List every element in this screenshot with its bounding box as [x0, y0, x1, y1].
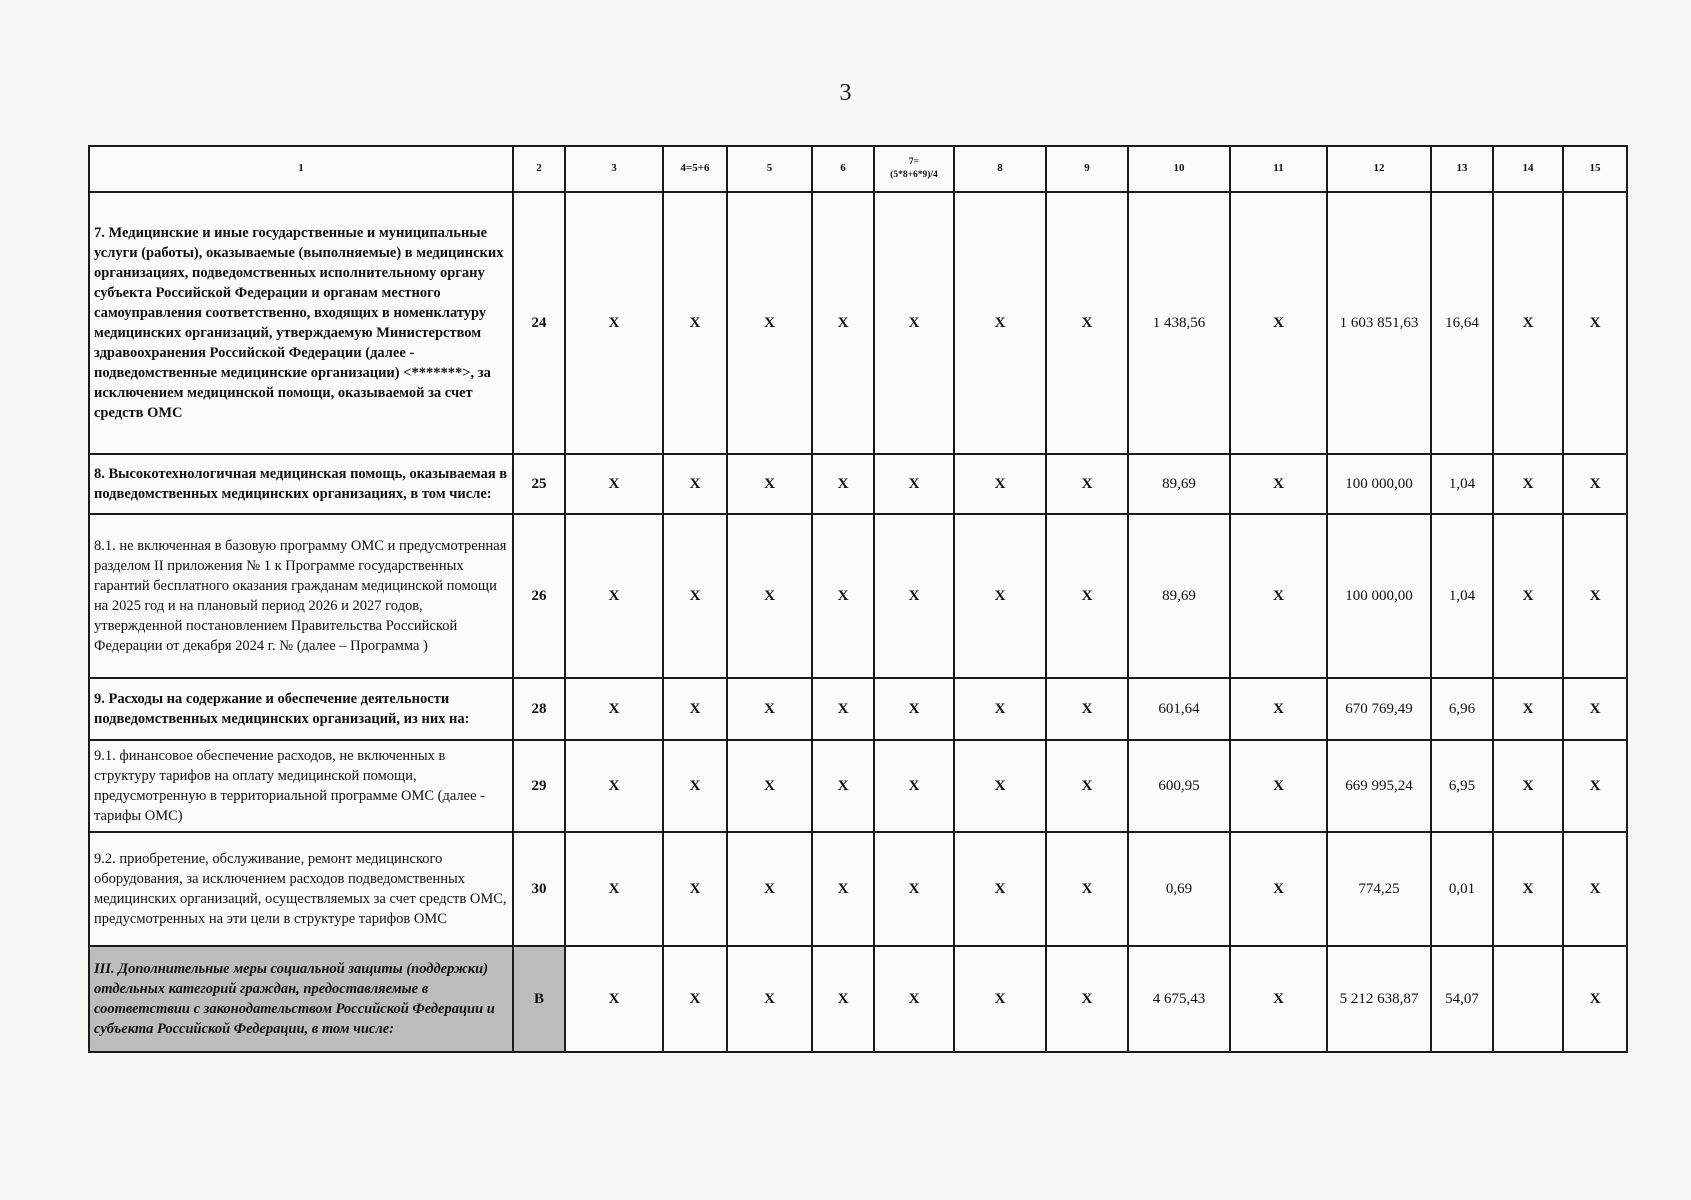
value-cell: X: [812, 832, 874, 946]
value-cell: X: [1230, 740, 1327, 832]
row-name-cell: 8. Высокотехнологичная медицинская помощь, оказываемая в подведомственных медицинских организациях, в том числе:: [89, 454, 513, 514]
value-cell: 1,04: [1431, 514, 1493, 678]
value-cell: X: [663, 514, 727, 678]
row-name-cell: 7. Медицинские и иные государственные и муниципальные услуги (работы), оказываемые (выполняемые) в медицинских организациях, подведомственных исполнительному органу субъекта Российской Федерации и органам местного самоуправления соответственно, входящих в номенклатуру медицинских организаций, утверждаемую Министерством здравоохранения Российской Федерации (далее - подведомственные медицинские организации) <*******>, за исключением медицинской помощи, оказываемой за счет средств ОМС: [89, 192, 513, 454]
value-cell: X: [1046, 514, 1128, 678]
header-cell: 14: [1493, 146, 1563, 192]
header-cell: 4=5+6: [663, 146, 727, 192]
value-cell: X: [1493, 678, 1563, 740]
header-cell: 6: [812, 146, 874, 192]
value-cell: 0,69: [1128, 832, 1230, 946]
value-cell: X: [1563, 740, 1627, 832]
value-cell: X: [727, 740, 812, 832]
value-cell: 1 438,56: [1128, 192, 1230, 454]
value-cell: X: [812, 946, 874, 1052]
value-cell: X: [1493, 454, 1563, 514]
value-cell: X: [874, 832, 954, 946]
value-cell: X: [1046, 678, 1128, 740]
value-cell: X: [954, 678, 1046, 740]
value-cell: X: [1046, 832, 1128, 946]
value-cell: X: [1563, 192, 1627, 454]
value-cell: 601,64: [1128, 678, 1230, 740]
row-name-cell: 9.2. приобретение, обслуживание, ремонт медицинского оборудования, за исключением расходов подведомственных медицинских организаций, осуществляемых за счет средств ОМС, предусмотренных на эти цели в структуре тарифов ОМС: [89, 832, 513, 946]
header-cell: 2: [513, 146, 565, 192]
value-cell: X: [1563, 946, 1627, 1052]
value-cell: 600,95: [1128, 740, 1230, 832]
page-number: 3: [839, 80, 852, 106]
value-cell: 89,69: [1128, 514, 1230, 678]
header-cell: 3: [565, 146, 663, 192]
value-cell: X: [812, 454, 874, 514]
value-cell: X: [663, 946, 727, 1052]
row-name-cell: 8.1. не включенная в базовую программу ОМС и предусмотренная разделом II приложения № 1 к Программе государственных гарантий бесплатного оказания гражданам медицинской помощи на 2025 год и на плановый период 2026 и 2027 годов, утвержденной постановлением Правительства Российской Федерации от декабря 2024 г. № (далее – Программа ): [89, 514, 513, 678]
value-cell: X: [565, 740, 663, 832]
value-cell: 16,64: [1431, 192, 1493, 454]
header-cell: 7= (5*8+6*9)/4: [874, 146, 954, 192]
value-cell: X: [727, 454, 812, 514]
value-cell: X: [1046, 192, 1128, 454]
value-cell: X: [812, 740, 874, 832]
value-cell: X: [1230, 832, 1327, 946]
value-cell: X: [727, 514, 812, 678]
value-cell: X: [565, 678, 663, 740]
value-cell: X: [565, 514, 663, 678]
value-cell: X: [812, 192, 874, 454]
header-cell: 11: [1230, 146, 1327, 192]
value-cell: X: [954, 192, 1046, 454]
value-cell: 100 000,00: [1327, 454, 1431, 514]
table-row: [89, 740, 1627, 832]
value-cell: X: [1046, 454, 1128, 514]
value-cell: 670 769,49: [1327, 678, 1431, 740]
value-cell: X: [565, 454, 663, 514]
value-cell: X: [1493, 514, 1563, 678]
value-cell: X: [727, 678, 812, 740]
value-cell: X: [1563, 678, 1627, 740]
table-row: [89, 946, 1627, 1052]
value-cell: 1,04: [1431, 454, 1493, 514]
value-cell: X: [663, 454, 727, 514]
value-cell: X: [727, 832, 812, 946]
value-cell: X: [727, 946, 812, 1052]
value-cell: X: [1563, 832, 1627, 946]
table-row: [89, 678, 1627, 740]
value-cell: X: [663, 192, 727, 454]
value-cell: X: [1563, 454, 1627, 514]
value-cell: X: [1230, 678, 1327, 740]
value-cell: X: [1230, 514, 1327, 678]
value-cell: X: [1230, 454, 1327, 514]
value-cell: X: [954, 454, 1046, 514]
value-cell: 4 675,43: [1128, 946, 1230, 1052]
header-cell: 13: [1431, 146, 1493, 192]
value-cell: X: [663, 740, 727, 832]
data-table: [88, 145, 1628, 1053]
value-cell: X: [727, 192, 812, 454]
value-cell: 6,95: [1431, 740, 1493, 832]
value-cell: X: [954, 740, 1046, 832]
value-cell: X: [565, 192, 663, 454]
value-cell: X: [1230, 946, 1327, 1052]
row-code-cell: 29: [513, 740, 565, 832]
value-cell: X: [874, 678, 954, 740]
row-name-cell: 9. Расходы на содержание и обеспечение деятельности подведомственных медицинских организаций, из них на:: [89, 678, 513, 740]
value-cell: 100 000,00: [1327, 514, 1431, 678]
row-code-cell: 28: [513, 678, 565, 740]
row-code-cell: В: [513, 946, 565, 1052]
value-cell: X: [565, 946, 663, 1052]
value-cell: 1 603 851,63: [1327, 192, 1431, 454]
value-cell: X: [1230, 192, 1327, 454]
value-cell: X: [1493, 192, 1563, 454]
header-cell: 5: [727, 146, 812, 192]
value-cell: X: [565, 832, 663, 946]
value-cell: 89,69: [1128, 454, 1230, 514]
value-cell: X: [874, 946, 954, 1052]
value-cell: X: [1046, 946, 1128, 1052]
value-cell: 5 212 638,87: [1327, 946, 1431, 1052]
table-row: [89, 514, 1627, 678]
value-cell: X: [812, 678, 874, 740]
value-cell: 669 995,24: [1327, 740, 1431, 832]
value-cell: 6,96: [1431, 678, 1493, 740]
header-cell: 10: [1128, 146, 1230, 192]
value-cell: X: [1493, 832, 1563, 946]
value-cell: X: [1493, 740, 1563, 832]
header-row: [89, 146, 1627, 192]
table-row: [89, 832, 1627, 946]
value-cell: X: [663, 832, 727, 946]
value-cell: X: [1563, 514, 1627, 678]
row-code-cell: 26: [513, 514, 565, 678]
value-cell: X: [663, 678, 727, 740]
value-cell: X: [954, 946, 1046, 1052]
header-cell: 9: [1046, 146, 1128, 192]
value-cell: 774,25: [1327, 832, 1431, 946]
header-cell: 1: [89, 146, 513, 192]
row-code-cell: 30: [513, 832, 565, 946]
header-cell: 8: [954, 146, 1046, 192]
value-cell: X: [874, 454, 954, 514]
table-row: [89, 454, 1627, 514]
table-row: [89, 192, 1627, 454]
value-cell: X: [812, 514, 874, 678]
value-cell: X: [954, 832, 1046, 946]
row-code-cell: 25: [513, 454, 565, 514]
header-cell: 15: [1563, 146, 1627, 192]
value-cell: X: [874, 740, 954, 832]
value-cell: 0,01: [1431, 832, 1493, 946]
value-cell: X: [954, 514, 1046, 678]
row-name-cell: III. Дополнительные меры социальной защиты (поддержки) отдельных категорий граждан, предоставляемые в соответствии с законодательством Российской Федерации и субъекта Российской Федерации, в том числе:: [89, 946, 513, 1052]
value-cell: X: [874, 192, 954, 454]
value-cell: X: [1046, 740, 1128, 832]
header-cell: 12: [1327, 146, 1431, 192]
value-cell: X: [874, 514, 954, 678]
row-code-cell: 24: [513, 192, 565, 454]
row-name-cell: 9.1. финансовое обеспечение расходов, не включенных в структуру тарифов на оплату медицинской помощи, предусмотренную в территориальной программе ОМС (далее - тарифы ОМС): [89, 740, 513, 832]
value-cell: [1493, 946, 1563, 1052]
value-cell: 54,07: [1431, 946, 1493, 1052]
